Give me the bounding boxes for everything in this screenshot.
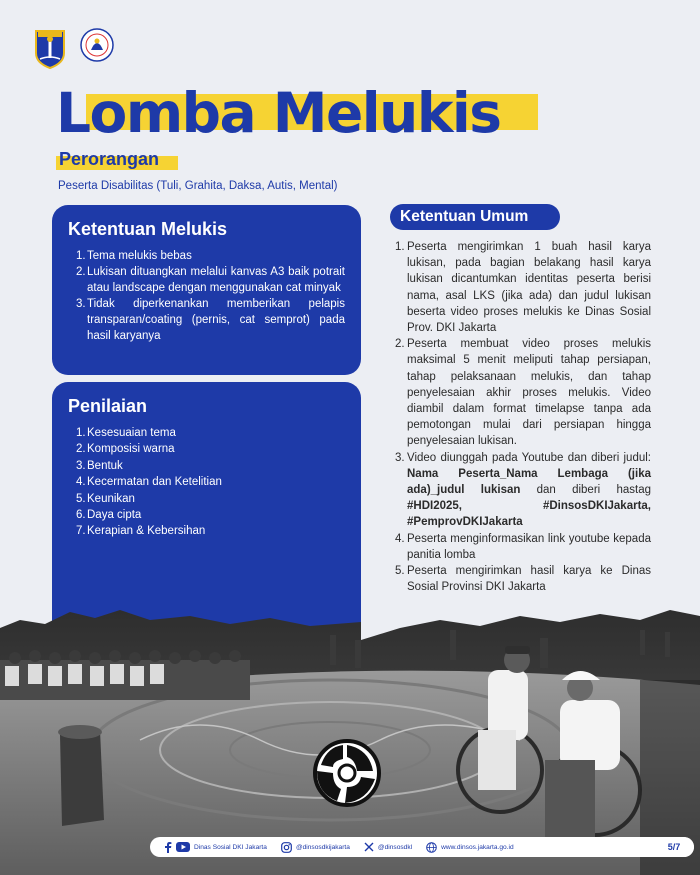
ketentuan-umum-heading: Ketentuan Umum — [390, 204, 560, 230]
x-icon — [364, 842, 374, 852]
footer-x-label: @dinsosdkl — [377, 843, 413, 851]
globe-icon — [426, 842, 437, 853]
list-item: 5. Peserta mengirimkan hasil karya ke Dinas Sosial Provinsi DKI Jakarta — [395, 565, 651, 594]
page-subtitle: Perorangan — [59, 149, 160, 169]
penilaian-heading: Penilaian — [68, 396, 148, 416]
footer-instagram[interactable] — [281, 842, 350, 853]
ketentuan-umum-list — [393, 239, 651, 595]
list-item: 2. Peserta membuat video proses melukis maksimal 5 menit meliputi tahap persiapan, tahap pelaksanaan melukis, dan tahap penyelesaian akhir proses melukis. Video diambil dalam format timelapse tanpa ada pemotongan mulai dari persiapan hingga penyelesaian lukisan. — [395, 338, 651, 448]
ketentuan-melukis-heading: Ketentuan Melukis — [68, 219, 228, 239]
list-item: 5. Keunikan — [76, 492, 135, 505]
title-block — [56, 78, 500, 148]
footer-website[interactable] — [426, 842, 514, 853]
list-item: 3. Video diunggah pada Youtube dan diberi judul: Nama Peserta_Nama Lembaga (jika ada)_judul lukisan dan diberi hastag #HDI2025, #DinsosDKIJakarta, #PemprovDKIJakarta — [395, 451, 651, 529]
list-item: 7. Kerapian & Kebersihan — [76, 525, 206, 538]
footer-facebook-label: Dinas Sosial DKI Jakarta — [194, 843, 267, 851]
facebook-icon — [164, 841, 172, 853]
dinsos-logo-icon — [80, 28, 114, 62]
page-title: Lomba Melukis — [56, 81, 501, 145]
penilaian-list — [68, 425, 345, 539]
participant-category: Peserta Disabilitas (Tuli, Grahita, Daksa, Autis, Mental) — [58, 180, 338, 192]
list-item: 1. Kesesuaian tema — [76, 427, 176, 439]
page-number: 5/7 — [654, 837, 694, 857]
ketentuan-melukis-list — [68, 248, 345, 344]
list-item: 3. Tidak diperkenankan memberikan pelapis transparan/coating (pernis, cat semprot) pada hasil karyanya — [76, 298, 345, 342]
list-item: 4. Peserta menginformasikan link youtube kepada panitia lomba — [395, 532, 651, 561]
list-item: 1. Peserta mengirimkan 1 buah hasil karya lukisan, pada bagian belakang hasil karya lukisan dicantumkan identitas peserta berisi nama, asal LKS (jika ada) dan judul lukisan beserta video proses melukis ke Dinas Sosial Prov. DKI Jakarta — [395, 241, 651, 335]
instagram-icon — [281, 842, 292, 853]
list-item: 4. Kecermatan dan Ketelitian — [76, 476, 222, 489]
event-photo — [0, 590, 700, 875]
list-item: 3. Bentuk — [76, 459, 123, 472]
event-emblem-icon — [307, 735, 387, 811]
footer-instagram-label: @dinsosdkijakarta — [295, 843, 350, 851]
list-item: 2. Komposisi warna — [76, 443, 175, 456]
youtube-icon — [176, 842, 190, 852]
list-item: 6. Daya cipta — [76, 508, 142, 521]
list-item: 2. Lukisan dituangkan melalui kanvas A3 baik potrait atau landscape dengan menggunakan cat minyak — [76, 266, 345, 294]
footer-bar — [150, 837, 694, 857]
footer-website-label: www.dinsos.jakarta.go.id — [441, 843, 514, 851]
jakarta-logo-icon — [34, 29, 66, 69]
footer-facebook-youtube[interactable] — [164, 841, 267, 853]
list-item: 1. Tema melukis bebas — [76, 250, 192, 262]
ketentuan-melukis-card — [52, 205, 361, 375]
footer-x[interactable] — [364, 842, 412, 852]
